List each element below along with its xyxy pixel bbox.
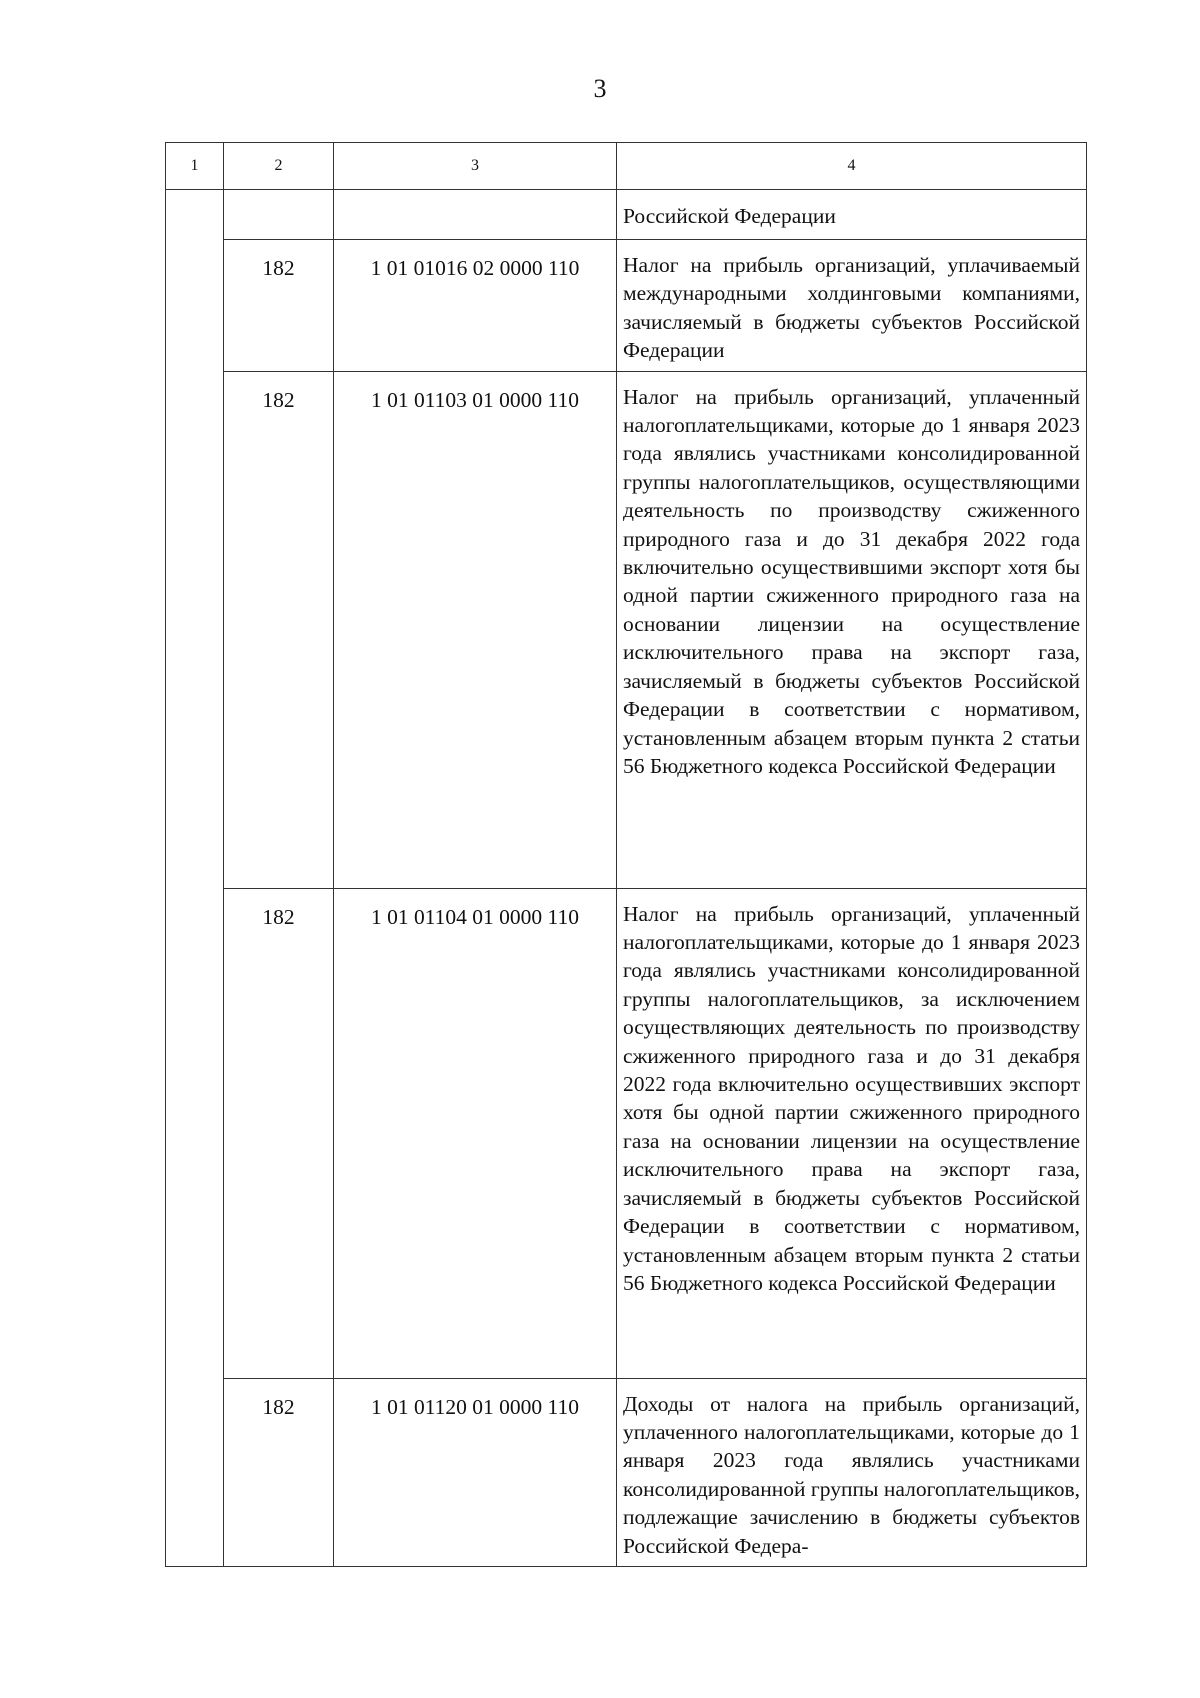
group-cell — [166, 888, 224, 1378]
group-cell — [166, 1378, 224, 1566]
admin-code-cell — [224, 190, 334, 240]
admin-code-cell: 182 — [224, 1378, 334, 1566]
description-cell: Налог на прибыль организаций, уплаченный налогоплательщиками, которые до 1 января 2023 года являлись участниками консолидированной группы налогоплательщиков, за исключением осуществляющих деятельность по производству сжиженного природного газа и до 31 декабря 2022 года включительно осуществивших экспорт хотя бы одной партии сжиженного природного газа на основании лицензии на осуществление исключительного права на экспорт газа, зачисляемый в бюджеты субъектов Российской Федерации в соответствии с нормативом, установленным абзацем вторым пункта 2 статьи 56 Бюджетного кодекса Российской Федерации — [617, 888, 1087, 1378]
column-header-4: 4 — [617, 143, 1087, 190]
table-row — [166, 190, 1087, 240]
column-header-1: 1 — [166, 143, 224, 190]
description-cell: Налог на прибыль организаций, уплаченный налогоплательщиками, которые до 1 января 2023 года являлись участниками консолидированной группы налогоплательщиков, осуществляющими деятельность по производству сжиженного природного газа и до 31 декабря 2022 года включительно осуществившими экспорт хотя бы одной партии сжиженного природного газа на основании лицензии на осуществление исключительного права на экспорт газа, зачисляемый в бюджеты субъектов Российской Федерации в соответствии с нормативом, установленным абзацем вторым пункта 2 статьи 56 Бюджетного кодекса Российской Федерации — [617, 371, 1087, 888]
table-row — [166, 240, 1087, 372]
group-cell — [166, 240, 224, 372]
column-header-3: 3 — [334, 143, 617, 190]
table-row — [166, 371, 1087, 888]
table-header-row — [166, 143, 1087, 190]
page-number: 3 — [593, 74, 607, 103]
description-cell: Российской Федерации — [617, 190, 1087, 240]
admin-code-cell: 182 — [224, 371, 334, 888]
revenue-code-cell: 1 01 01104 01 0000 110 — [334, 888, 617, 1378]
group-cell — [166, 190, 224, 240]
revenue-code-cell: 1 01 01103 01 0000 110 — [334, 371, 617, 888]
revenue-code-cell: 1 01 01016 02 0000 110 — [334, 240, 617, 372]
admin-code-cell: 182 — [224, 888, 334, 1378]
description-cell: Налог на прибыль организаций, уплачиваемый международными холдинговыми компаниями, зачисляемый в бюджеты субъектов Российской Федерации — [617, 240, 1087, 372]
revenue-code-cell — [334, 190, 617, 240]
group-cell — [166, 371, 224, 888]
admin-code-cell: 182 — [224, 240, 334, 372]
revenue-codes-table — [165, 142, 1087, 1567]
table-row — [166, 888, 1087, 1378]
column-header-2: 2 — [224, 143, 334, 190]
table-row — [166, 1378, 1087, 1566]
description-cell: Доходы от налога на прибыль организаций, уплаченного налогоплательщиками, которые до 1 января 2023 года являлись участниками консолидированной группы налогоплательщиков, подлежащие зачислению в бюджеты субъектов Российской Федера- — [617, 1378, 1087, 1566]
revenue-code-cell: 1 01 01120 01 0000 110 — [334, 1378, 617, 1566]
